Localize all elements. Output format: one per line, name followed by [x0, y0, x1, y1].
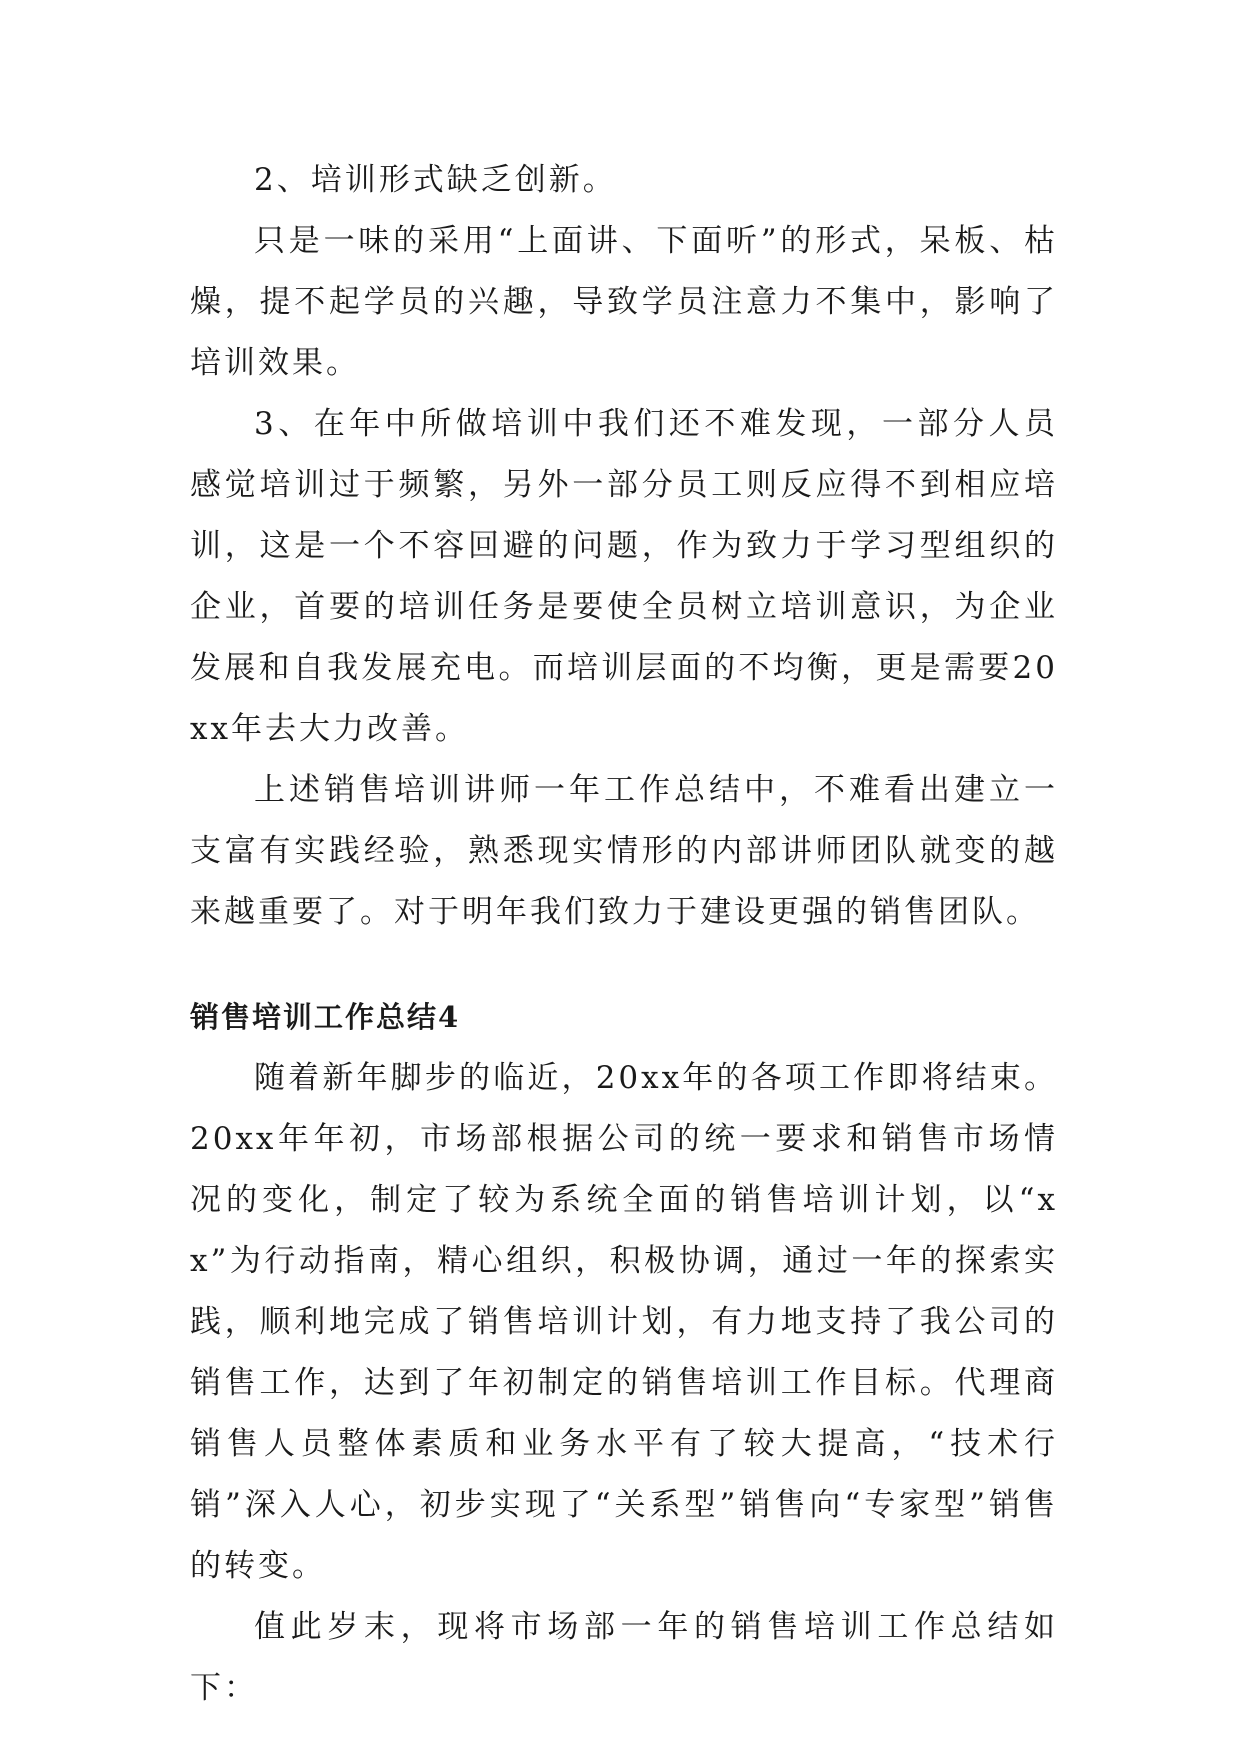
paragraph-summary-conclusion: 上述销售培训讲师一年工作总结中，不难看出建立一支富有实践经验，熟悉现实情形的内部讲师团队就变的越来越重要了。对于明年我们致力于建设更强的销售团队。 — [190, 772, 1058, 930]
paragraph-item-3: 3、在年中所做培训中我们还不难发现，一部分人员感觉培训过于频繁，另外一部分员工则反应得不到相应培训，这是一个不容回避的问题，作为致力于学习型组织的企业，首要的培训任务是要使全员树立培训意识，为企业发展和自我发展充电。而培训层面的不均衡，更是需要20xx年去大力改善。 — [190, 406, 1058, 747]
paragraph-training-form: 只是一味的采用“上面讲、下面听”的形式，呆板、枯燥，提不起学员的兴趣，导致学员注意力不集中，影响了培训效果。 — [190, 223, 1058, 381]
paragraph-intro: 随着新年脚步的临近，20xx年的各项工作即将结束。20xx年年初，市场部根据公司的统一要求和销售市场情况的变化，制定了较为系统全面的销售培训计划，以“xx”为行动指南，精心组织，积极协调，通过一年的探索实践，顺利地完成了销售培训计划，有力地支持了我公司的销售工作，达到了年初制定的销售培训工作目标。代理商销售人员整体素质和业务水平有了较大提高，“技术行销”深入人心，初步实现了“关系型”销售向“专家型”销售的转变。 — [190, 1060, 1058, 1584]
section-spacer — [190, 943, 1058, 987]
paragraph-item-2: 2、培训形式缺乏创新。 — [254, 162, 617, 198]
document-body — [190, 150, 1058, 1719]
paragraph-lead-in: 值此岁末，现将市场部一年的销售培训工作总结如下： — [190, 1609, 1058, 1706]
section-heading: 销售培训工作总结4 — [190, 1000, 461, 1034]
